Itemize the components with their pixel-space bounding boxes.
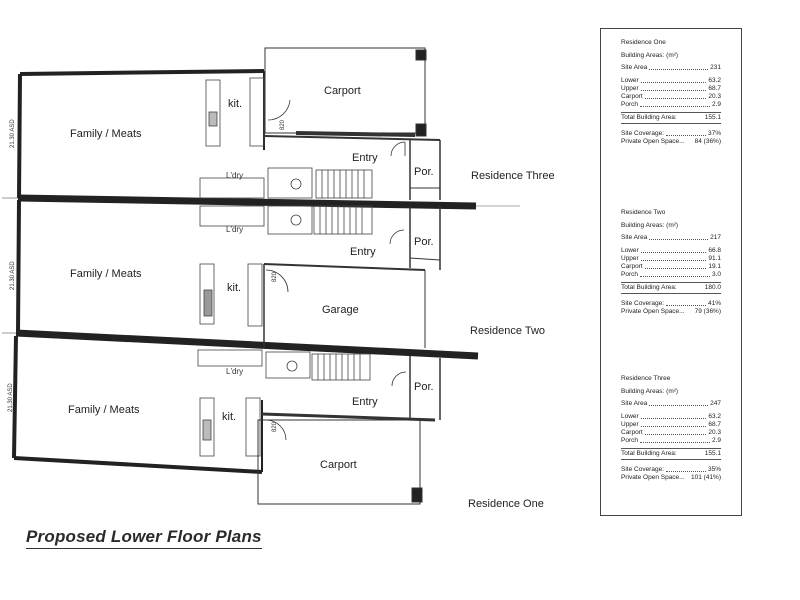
- room-label-por-bot: Por.: [414, 381, 434, 393]
- room-label-family-top: Family / Meats: [70, 128, 142, 140]
- row-label: Porch: [621, 437, 638, 444]
- row-value: 247: [710, 400, 721, 407]
- row-value: 91.1: [708, 255, 721, 262]
- schedule-row-pos: [621, 138, 721, 146]
- row-label: Upper: [621, 255, 639, 262]
- room-label-por-top: Por.: [414, 166, 434, 178]
- schedule-row-upper: [621, 421, 721, 429]
- schedule-row-porch: [621, 437, 721, 445]
- schedule-areas-label: Building Areas: (m²): [621, 388, 679, 395]
- row-label: Carport: [621, 93, 643, 100]
- row-value: 2.9: [711, 437, 721, 444]
- schedule-areas-label: Building Areas: (m²): [621, 222, 679, 229]
- schedule-title: Residence One: [621, 39, 666, 46]
- schedule-title: Residence Two: [621, 209, 666, 216]
- schedule-row-carport: [621, 263, 721, 271]
- room-label-entry-mid: Entry: [350, 246, 376, 258]
- row-value: 155.1: [704, 450, 721, 457]
- stairs-top: [316, 170, 372, 198]
- room-label-carport-top: Carport: [324, 85, 361, 97]
- schedule-row-site-area: [621, 234, 721, 242]
- residence-label-three: Residence Three: [471, 170, 555, 182]
- room-label-por-mid: Por.: [414, 236, 434, 248]
- row-label: Site Coverage:: [621, 300, 664, 307]
- row-value: 35%: [707, 466, 721, 473]
- schedule-row-pos: [621, 308, 721, 316]
- row-value: 217: [710, 234, 721, 241]
- row-label: Total Building Area:: [621, 114, 677, 121]
- row-label: Total Building Area:: [621, 284, 677, 291]
- schedule-areas-label: Building Areas: (m²): [621, 52, 679, 59]
- schedule-row-site-area: [621, 400, 721, 408]
- schedule-row-total: [621, 282, 721, 294]
- door-width-1: 820: [280, 119, 286, 130]
- level-marker-1: 21.30 ASD: [10, 119, 16, 148]
- row-label: Carport: [621, 263, 643, 270]
- schedule-row-porch: [621, 101, 721, 109]
- boundary-lines: [2, 198, 520, 333]
- row-label: Lower: [621, 247, 639, 254]
- door-width-3: 820: [272, 421, 278, 432]
- row-value: 20.3: [708, 93, 721, 100]
- room-label-ldry-3: L'dry: [226, 367, 244, 376]
- row-value: 41%: [707, 300, 721, 307]
- schedule-residence-two: [621, 209, 721, 316]
- row-label: Private Open Space...: [621, 474, 685, 481]
- row-value: 19.1: [708, 263, 721, 270]
- room-label-family-mid: Family / Meats: [70, 268, 142, 280]
- row-value: 3.0: [711, 271, 721, 278]
- row-value: 79 (36%): [694, 308, 721, 315]
- garage-walls: [264, 206, 440, 348]
- schedule-residence-three: [621, 375, 721, 482]
- row-label: Upper: [621, 85, 639, 92]
- room-label-carport-bot: Carport: [320, 459, 357, 471]
- kitchen-benches: [200, 78, 264, 456]
- row-value: 2.9: [711, 101, 721, 108]
- row-value: 231: [710, 64, 721, 71]
- schedule-row-porch: [621, 271, 721, 279]
- schedule-row-upper: [621, 255, 721, 263]
- door-width-2: 820: [272, 271, 278, 282]
- row-value: 63.2: [708, 413, 721, 420]
- schedule-row-total: [621, 448, 721, 460]
- room-label-kit-bot: kit.: [222, 411, 237, 423]
- room-label-entry-top: Entry: [352, 152, 378, 164]
- room-label-garage: Garage: [322, 304, 359, 316]
- row-value: 68.7: [708, 421, 721, 428]
- room-label-family-bot: Family / Meats: [68, 404, 140, 416]
- room-label-kit-top: kit.: [228, 98, 243, 110]
- schedule-row-carport: [621, 429, 721, 437]
- schedule-row-lower: [621, 77, 721, 85]
- row-value: 66.8: [708, 247, 721, 254]
- residence-label-one: Residence One: [468, 498, 544, 510]
- row-label: Private Open Space...: [621, 308, 685, 315]
- schedule-row-coverage: [621, 130, 721, 138]
- schedule-row-lower: [621, 413, 721, 421]
- area-schedule-panel: [600, 28, 742, 516]
- row-label: Site Coverage:: [621, 466, 664, 473]
- room-label-ldry-1: L'dry: [226, 171, 244, 180]
- schedule-row-pos: [621, 474, 721, 482]
- stairs-mid: [314, 206, 372, 234]
- row-label: Private Open Space...: [621, 138, 685, 145]
- row-value: 84 (36%): [694, 138, 721, 145]
- room-label-entry-bot: Entry: [352, 396, 378, 408]
- row-label: Porch: [621, 271, 638, 278]
- schedule-row-coverage: [621, 466, 721, 474]
- row-value: 63.2: [708, 77, 721, 84]
- row-label: Site Area: [621, 400, 648, 407]
- row-label: Carport: [621, 429, 643, 436]
- schedule-residence-one: [621, 39, 721, 146]
- schedule-title: Residence Three: [621, 375, 671, 382]
- row-label: Site Coverage:: [621, 130, 664, 137]
- schedule-row-total: [621, 112, 721, 124]
- level-marker-2: 21.30 ASD: [10, 261, 16, 290]
- schedule-row-lower: [621, 247, 721, 255]
- row-label: Lower: [621, 413, 639, 420]
- level-marker-3: 21.30 ASD: [8, 383, 14, 412]
- schedule-row-coverage: [621, 300, 721, 308]
- row-value: 101 (41%): [691, 474, 721, 481]
- row-label: Upper: [621, 421, 639, 428]
- row-value: 37%: [707, 130, 721, 137]
- row-value: 20.3: [708, 429, 721, 436]
- schedule-row-upper: [621, 85, 721, 93]
- residence-label-two: Residence Two: [470, 325, 546, 337]
- stairs-bottom: [312, 354, 370, 380]
- row-label: Porch: [621, 101, 638, 108]
- row-value: 180.0: [704, 284, 721, 291]
- schedule-row-site-area: [621, 64, 721, 72]
- room-label-ldry-2: L'dry: [226, 225, 244, 234]
- row-label: Site Area: [621, 234, 648, 241]
- schedule-row-carport: [621, 93, 721, 101]
- row-label: Lower: [621, 77, 639, 84]
- carport-bottom-outline: [258, 100, 440, 504]
- row-label: Total Building Area:: [621, 450, 677, 457]
- drawing-title: Proposed Lower Floor Plans: [26, 527, 262, 549]
- row-value: 68.7: [708, 85, 721, 92]
- room-label-kit-mid: kit.: [227, 282, 242, 294]
- row-label: Site Area: [621, 64, 648, 71]
- row-value: 155.1: [704, 114, 721, 121]
